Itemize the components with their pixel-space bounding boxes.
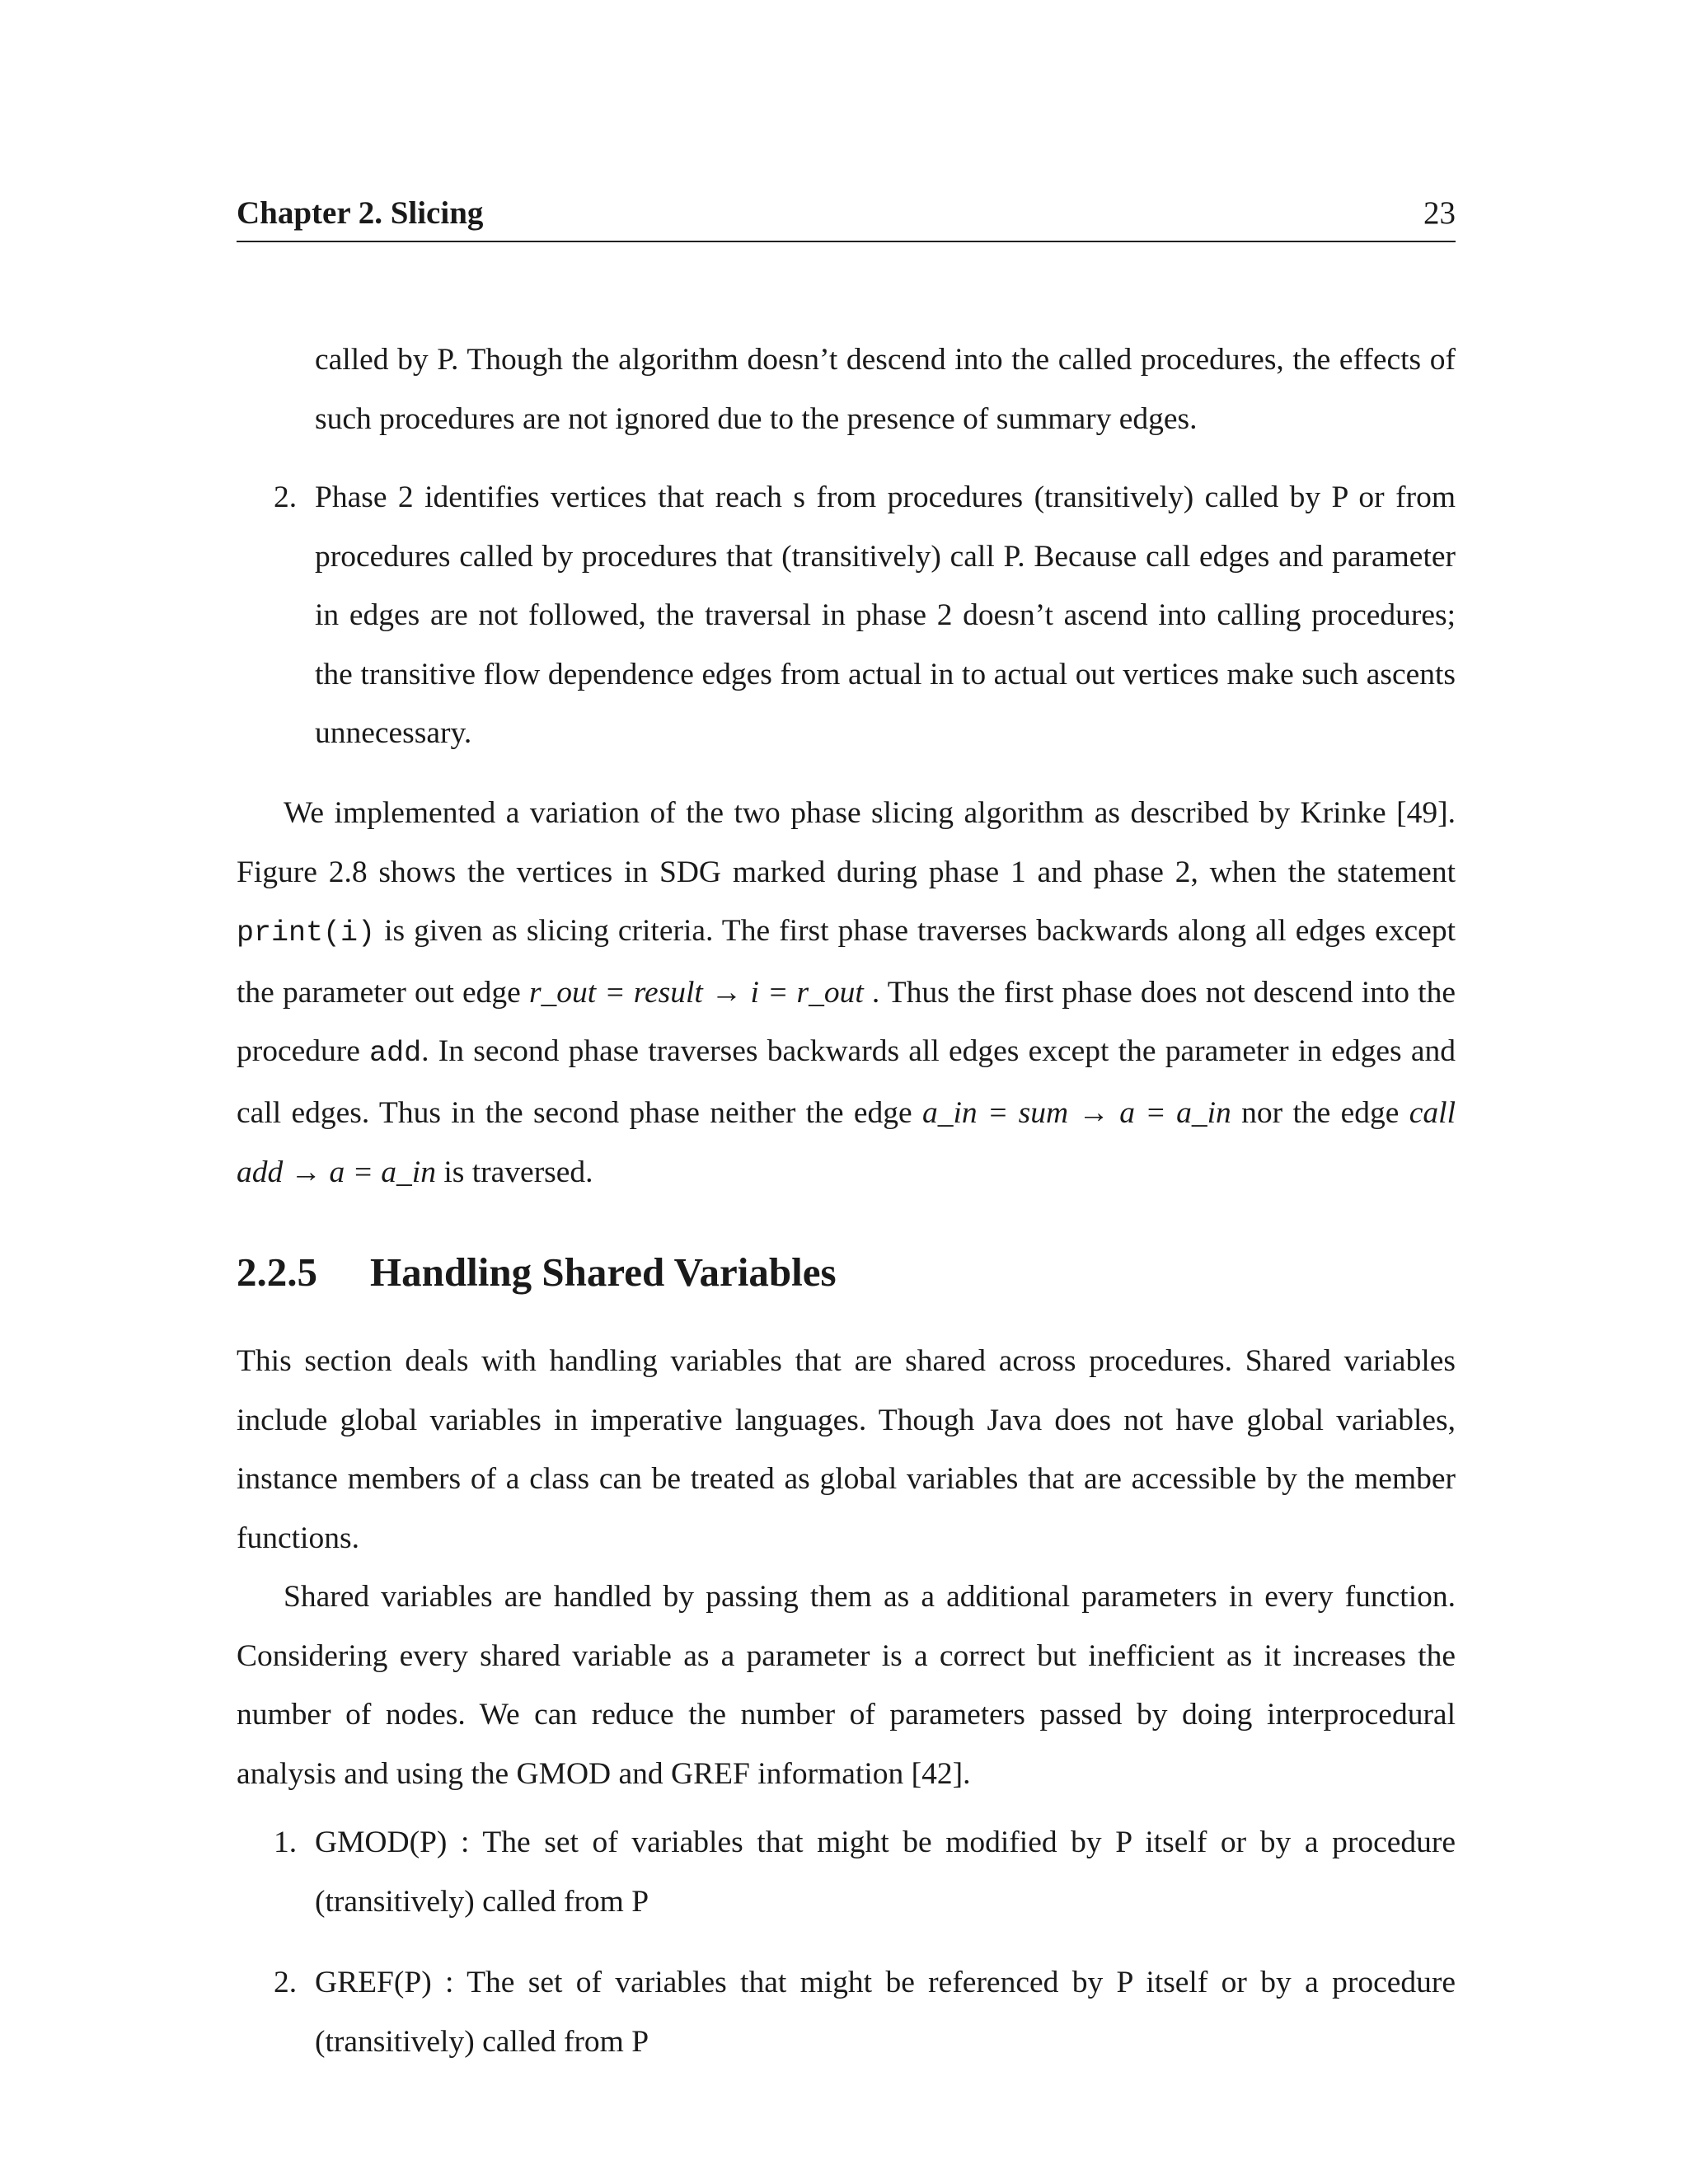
paragraph-text: . In second phase traverses backwards all edges except the parameter in edges and call edges. Thus in the second phase neither the edge [237,1034,1456,1130]
inline-math: a_in = sum → a = a_in [921,1095,1231,1130]
list-item-text: GREF(P) : The set of variables that might be referenced by P itself or by a procedure (transitively) called from P [315,1966,1456,2059]
paragraph-text: nor the edge [1231,1095,1409,1130]
list-item-continuation: called by P. Though the algorithm doesn’t descend into the called procedures, the effects of such procedures are not ignored due to the presence of summary edges. [315,343,1456,436]
paragraph-text: is given as slicing criteria. The first phase traverses backwards along all edges except the parameter out edge [237,914,1456,1010]
list-item-text: GMOD(P) : The set of variables that might be modified by P itself or by a procedure (transitively) called from P [315,1825,1456,1919]
list-item-number: 1. [274,1825,298,1859]
section-title: Handling Shared Variables [370,1249,837,1295]
body-paragraph: This section deals with handling variables that are shared across procedures. Shared variables include global variables in imperative languages. Though Java does not have global variables, instance members of a class can be treated as global variables that are accessible by the member functions. [237,1344,1456,1555]
body-paragraph [237,784,1456,1202]
list-item [274,1953,1456,2071]
section-number: 2.2.5 [237,1249,317,1295]
inline-math: call add → a = a_in [237,1095,1456,1189]
body-paragraph: Shared variables are handled by passing them as a additional parameters in every function. Considering every shared variable as a parameter is a correct but inefficient as it increases the number of nodes. We can reduce the number of parameters passed by doing interprocedural analysis and using the GMOD and GREF information [42]. [237,1580,1456,1791]
list-item-number: 2. [274,480,298,514]
paragraph-text: is traversed. [435,1155,593,1189]
running-header [237,194,1456,242]
inline-math: r_out = result → i = r_out [528,975,864,1010]
inline-code: add [369,1037,422,1071]
inline-code: print(i) [237,916,376,950]
section-heading [237,1249,837,1296]
paragraph-text: . Thus the first phase does not descend into the procedure [237,975,1456,1069]
list-item-number: 2. [274,1966,298,1999]
list-item-text: Phase 2 identifies vertices that reach s from procedures (transitively) called by P or from procedures called by procedures that (transitively) call P. Because call edges and parameter in edges are not followed, the traversal in phase 2 doesn’t ascend into calling procedures; the transitive flow dependence edges from actual in to actual out vertices make such ascents unnecessary. [315,480,1456,751]
list-item [274,1813,1456,1931]
list-item [274,468,1456,763]
paragraph-text: We implemented a variation of the two phase slicing algorithm as described by Krinke [49]. Figure 2.8 shows the vertices in SDG marked during phase 1 and phase 2, when the statement [237,796,1456,889]
page-number: 23 [1423,195,1456,231]
chapter-title: Chapter 2. Slicing [237,195,484,231]
